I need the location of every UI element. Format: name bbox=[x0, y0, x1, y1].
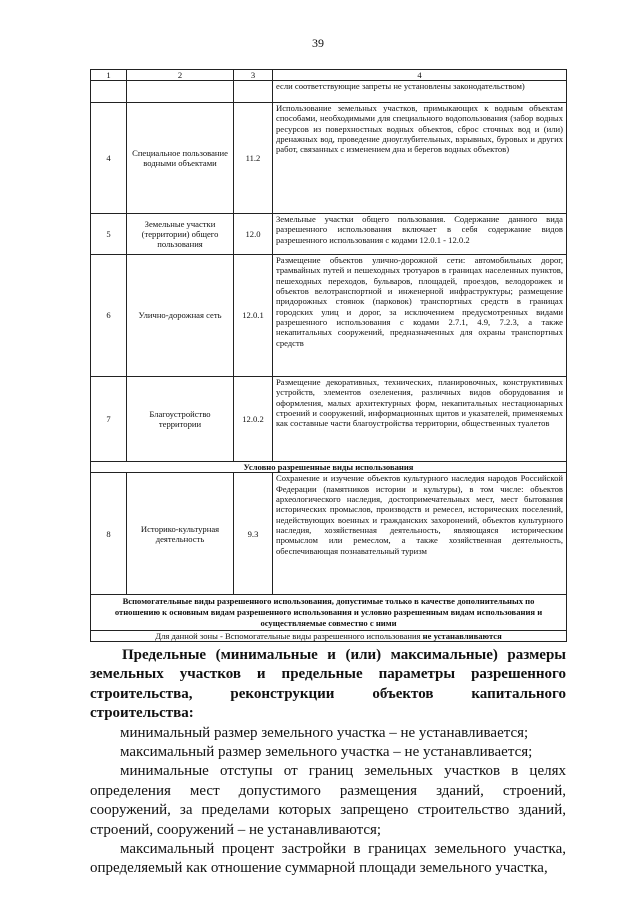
header-col-2: 2 bbox=[127, 70, 234, 81]
header-col-3: 3 bbox=[234, 70, 273, 81]
use-name: Улично-дорожная сеть bbox=[127, 255, 234, 377]
section-row-auxiliary bbox=[91, 595, 567, 630]
paragraph-min-size: минимальный размер земельного участка – не устанавливается; bbox=[120, 724, 529, 741]
paragraph-max-coverage: максимальный процент застройки в границах земельного участка, определяемый как отношение суммарной площади земельного участка, bbox=[90, 841, 566, 877]
use-name: Благоустройство территории bbox=[127, 377, 234, 462]
table-row bbox=[91, 255, 567, 377]
use-description: Размещение объектов улично-дорожной сети: автомобильных дорог, трамвайных путей и пешеходных тротуаров в границах населенных пунктов, пешеходных переходов, бульваров, площадей, проездов, велодорожек и объектов велотранспортной и инженерной инфраструктуры; размещение придорожных стоянок (парковок) транспортных средств в границах городских улиц и дорог, за исключением предусмотренных видами разрешенного использования с кодами 2.7.1, 4.9, 7.2.3, а также некапитальных сооружений, предназначенных для охраны транспортных средств bbox=[273, 255, 567, 377]
use-description: Сохранение и изучение объектов культурного наследия народов Российской Федерации (памятников истории и культуры), в том числе: объектов археологического наследия, достопримечательных мест, мест бытования исторических промыслов, производств и ремесел, исторических поселений, недействующих военных и гражданских захоронений, объектов культурного наследия, хозяйственная деятельность, являющаяся историческим промыслом или ремеслом, а также хозяйственная деятельность, обеспечивающая познавательный туризм bbox=[273, 473, 567, 595]
use-name: Земельные участки (территории) общего пользования bbox=[127, 214, 234, 255]
use-description: Размещение декоративных, технических, планировочных, конструктивных устройств, элементов озеленения, различных видов оборудования и оформления, малых архитектурных форм, некапитальных нестационарных строений и сооружений, информационных щитов и указателей, применяемых как составные части благоустройства территории, общественных туалетов bbox=[273, 377, 567, 462]
table-row bbox=[91, 377, 567, 462]
paragraph-max-size: максимальный размер земельного участка – не устанавливается; bbox=[120, 744, 533, 761]
zone-note bbox=[91, 630, 567, 641]
page-number: 39 bbox=[312, 36, 324, 50]
table-row bbox=[91, 103, 567, 214]
header-col-1: 1 bbox=[91, 70, 127, 81]
continuation-text: если соответствующие запреты не установлены законодательством) bbox=[273, 81, 567, 103]
zone-note-prefix: Для данной зоны - Вспомогательные виды разрешенного использования bbox=[155, 630, 423, 641]
use-code: 12.0.1 bbox=[234, 255, 273, 377]
use-code: 11.2 bbox=[234, 103, 273, 214]
body-text bbox=[90, 646, 566, 879]
use-name: Специальное пользование водными объектами bbox=[127, 103, 234, 214]
header-col-4: 4 bbox=[273, 70, 567, 81]
use-description: Использование земельных участков, примыкающих к водным объектам способами, необходимыми для специального водопользования (забор водных ресурсов из поверхностных водных объектов, сброс сточных вод и (или) дренажных вод, проведение дноуглубительных, взрывных, буровых и других работ, связанных с изменением дна и берегов водных объектов) bbox=[273, 103, 567, 214]
paragraph-min-setbacks: минимальные отступы от границ земельных участков в целях определения мест допустимого размещения зданий, строений, сооружений, за пределами которых запрещено строительство зданий, строений, сооружений – не устанавливаются; bbox=[90, 763, 566, 838]
row-number: 6 bbox=[91, 255, 127, 377]
row-number: 4 bbox=[91, 103, 127, 214]
section-title-auxiliary: Вспомогательные виды разрешенного использования, допустимые только в качестве дополнительных по отношению к основным видам разрешенного использования и условно разрешенным видам использования и осуществляемые совместно с ними bbox=[91, 595, 567, 630]
use-code: 12.0 bbox=[234, 214, 273, 255]
use-name: Историко-культурная деятельность bbox=[127, 473, 234, 595]
row-number: 8 bbox=[91, 473, 127, 595]
parameters-heading: Предельные (минимальные и (или) максимальные) размеры земельных участков и предельные параметры разрешенного строительства, реконструкции объектов капитального строительства: bbox=[90, 647, 566, 722]
zone-note-bold: не устанавливаются bbox=[422, 630, 502, 641]
use-code: 12.0.2 bbox=[234, 377, 273, 462]
row-number: 5 bbox=[91, 214, 127, 255]
table-row bbox=[91, 214, 567, 255]
use-code: 9.3 bbox=[234, 473, 273, 595]
section-row-conditional bbox=[91, 462, 567, 473]
table-row-continuation bbox=[91, 81, 567, 103]
table-header-row bbox=[91, 70, 567, 81]
use-description: Земельные участки общего пользования. Содержание данного вида разрешенного использования включает в себя содержание видов разрешенного использования с кодами 12.0.1 - 12.0.2 bbox=[273, 214, 567, 255]
land-use-table bbox=[90, 69, 567, 642]
table-row bbox=[91, 473, 567, 595]
section-title-conditional: Условно разрешенные виды использования bbox=[91, 462, 567, 473]
row-number: 7 bbox=[91, 377, 127, 462]
zone-note-row bbox=[91, 630, 567, 641]
